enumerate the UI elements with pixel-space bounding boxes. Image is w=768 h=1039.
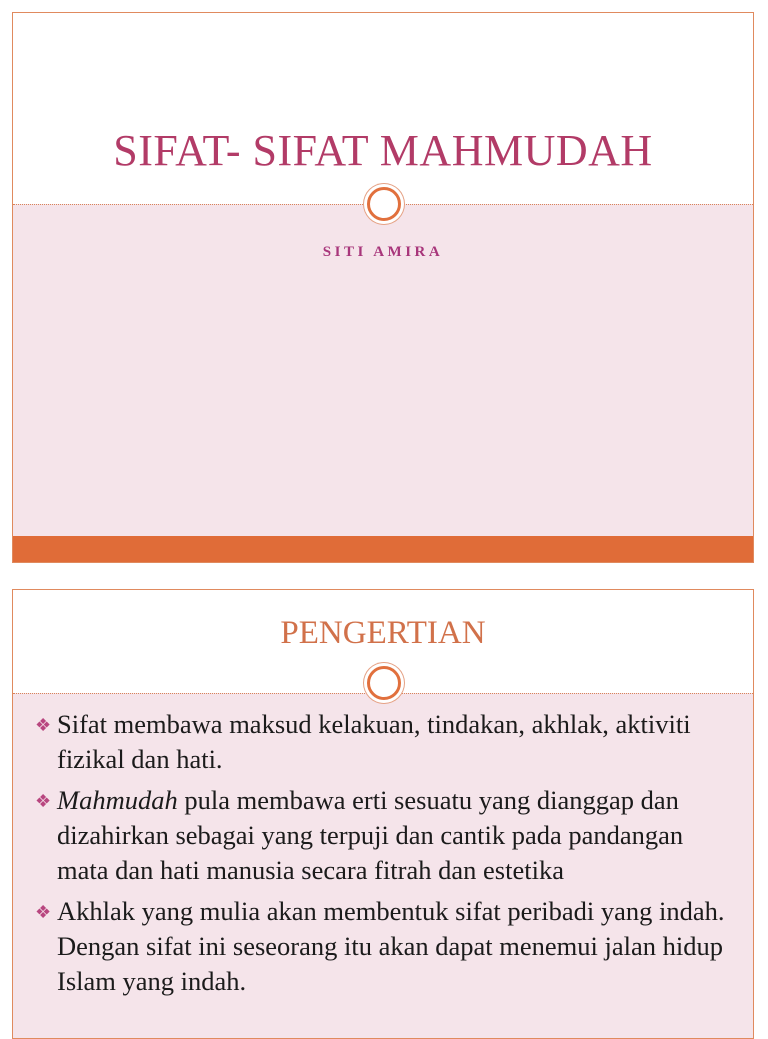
section-heading: PENGERTIAN [280,615,486,651]
bullet-emphasis: Mahmudah [57,785,178,815]
title-area [13,13,753,204]
list-item [33,707,735,777]
slide-subtitle: SITI AMIRA [322,244,444,260]
title-slide [12,12,754,563]
slide-title: SIFAT- SIFAT MAHMUDAH [113,126,653,175]
bullet-text: Sifat membawa maksud kelakuan, tindakan, akhlak, aktiviti fizikal dan hati. [57,709,691,774]
bullet-text: pula membawa erti sesuatu yang dianggap dan dizahirkan sebagai yang terpuji dan cantik pada pandangan mata dan hati manusia secara fitrah dan estetika [57,785,684,885]
ring-ornament-icon [367,187,401,221]
list-item [33,783,735,888]
ring-ornament-icon [367,666,401,700]
list-item [33,894,735,999]
diamond-bullet-icon: ❖ [35,902,52,922]
diamond-bullet-icon: ❖ [35,715,52,735]
bullet-list [33,707,735,1005]
orange-footer-band [13,536,753,562]
content-slide [12,589,754,1039]
diamond-bullet-icon: ❖ [35,791,52,811]
bullet-text: Akhlak yang mulia akan membentuk sifat peribadi yang indah. Dengan sifat ini seseorang itu akan dapat menemui jalan hidup Islam yang indah. [57,896,725,996]
subtitle-panel [13,204,753,536]
